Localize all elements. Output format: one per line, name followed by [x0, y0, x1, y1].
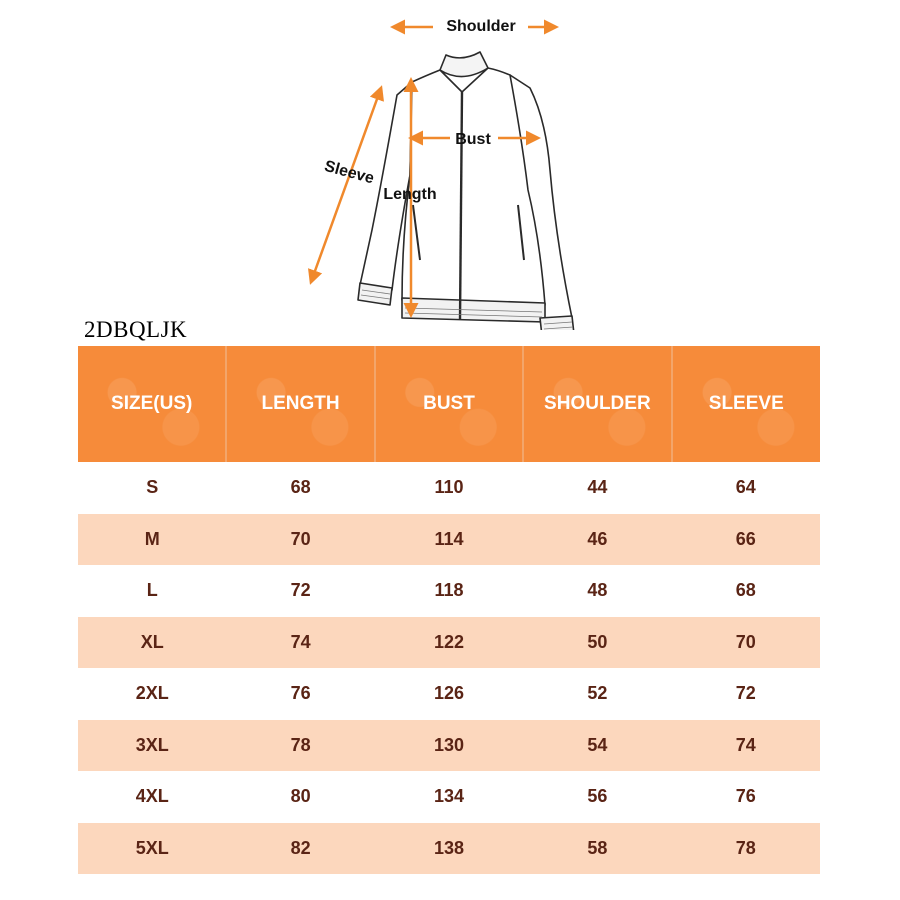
product-code: 2DBQLJK [84, 317, 188, 342]
table-cell: 138 [375, 823, 523, 875]
table-cell: 56 [523, 771, 671, 823]
table-cell: 70 [672, 617, 820, 669]
table-cell: 76 [226, 668, 374, 720]
table-cell: 4XL [78, 771, 226, 823]
table-row [78, 668, 820, 720]
column-header: LENGTH [226, 346, 374, 462]
table-cell: 66 [672, 514, 820, 566]
table-cell: 76 [672, 771, 820, 823]
length-label: Length [383, 186, 437, 203]
table-cell: 44 [523, 462, 671, 514]
table-cell: 68 [672, 565, 820, 617]
column-header: BUST [375, 346, 523, 462]
table-cell: 68 [226, 462, 374, 514]
table-row [78, 617, 820, 669]
column-header: SIZE(US) [78, 346, 226, 462]
table-cell: 64 [672, 462, 820, 514]
table-cell: 58 [523, 823, 671, 875]
table-cell: 70 [226, 514, 374, 566]
table-row [78, 823, 820, 875]
size-chart-table [78, 346, 820, 874]
table-cell: 114 [375, 514, 523, 566]
table-cell: L [78, 565, 226, 617]
table-header-row [78, 346, 820, 462]
table-row [78, 565, 820, 617]
table-cell: 122 [375, 617, 523, 669]
table-cell: 126 [375, 668, 523, 720]
table-row [78, 462, 820, 514]
table-cell: 78 [226, 720, 374, 772]
table-cell: XL [78, 617, 226, 669]
table-cell: 74 [672, 720, 820, 772]
table-cell: 5XL [78, 823, 226, 875]
table-cell: 78 [672, 823, 820, 875]
table-cell: 46 [523, 514, 671, 566]
table-cell: 2XL [78, 668, 226, 720]
table-cell: 74 [226, 617, 374, 669]
shoulder-label: Shoulder [446, 18, 516, 35]
table-cell: 82 [226, 823, 374, 875]
table-cell: 54 [523, 720, 671, 772]
bust-label: Bust [455, 131, 491, 148]
table-row [78, 514, 820, 566]
table-cell: 110 [375, 462, 523, 514]
table-cell: 134 [375, 771, 523, 823]
table-cell: 72 [672, 668, 820, 720]
table-cell: 118 [375, 565, 523, 617]
table-cell: 72 [226, 565, 374, 617]
table-cell: 80 [226, 771, 374, 823]
sleeve-label: Sleeve [322, 157, 376, 188]
table-cell: M [78, 514, 226, 566]
table-cell: S [78, 462, 226, 514]
table-cell: 3XL [78, 720, 226, 772]
table-cell: 52 [523, 668, 671, 720]
table-cell: 50 [523, 617, 671, 669]
table-row [78, 771, 820, 823]
column-header: SLEEVE [672, 346, 820, 462]
table-row [78, 720, 820, 772]
column-header: SHOULDER [523, 346, 671, 462]
jacket-measurement-diagram [280, 0, 600, 330]
table-cell: 48 [523, 565, 671, 617]
table-cell: 130 [375, 720, 523, 772]
